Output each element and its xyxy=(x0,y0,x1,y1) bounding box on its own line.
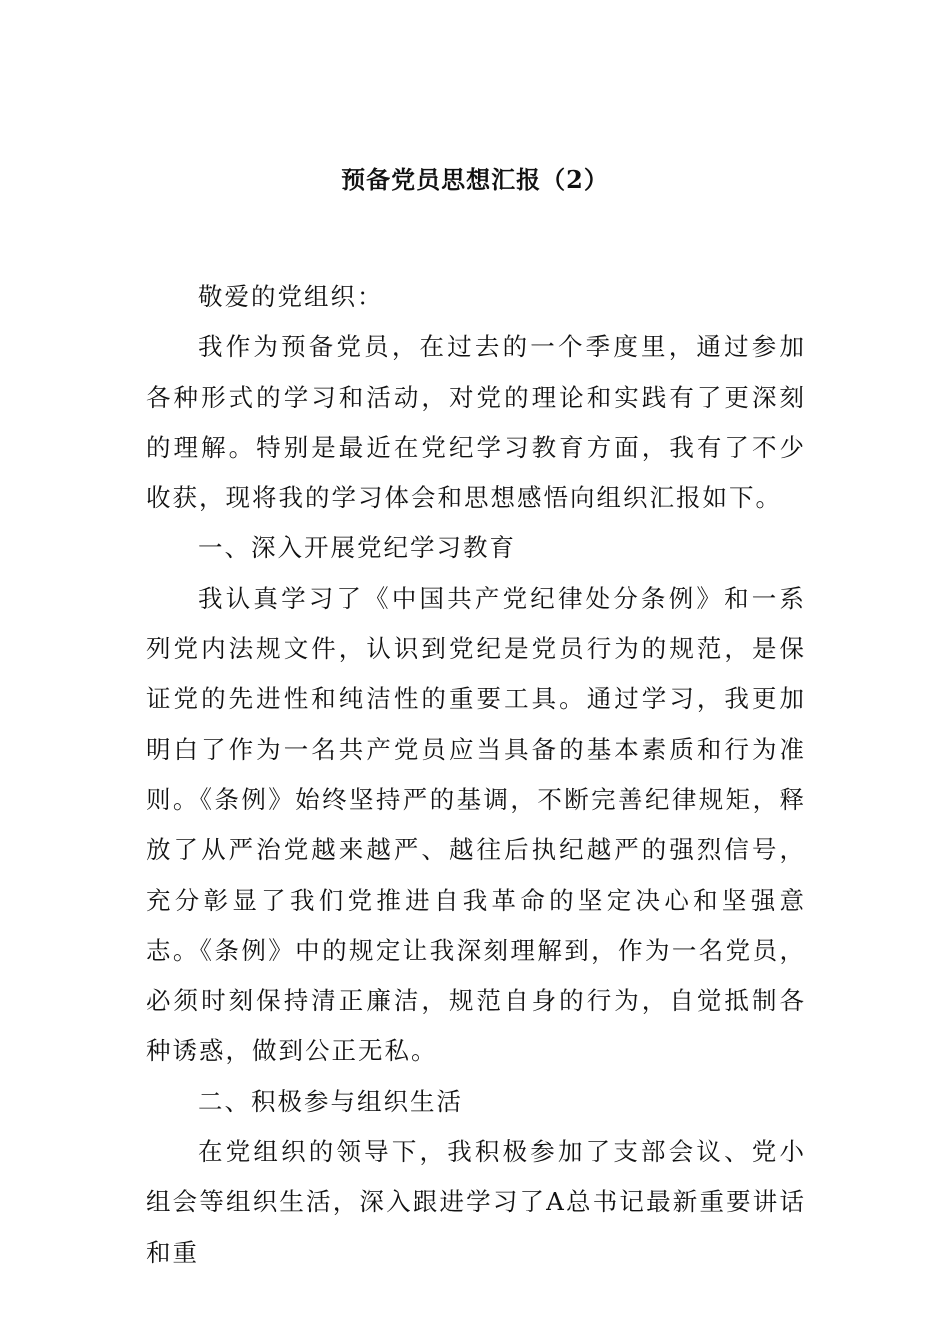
paragraph-section-2: 在党组织的领导下，我积极参加了支部会议、党小组会等组织生活，深入跟进学习了A总书记最新重要讲话和重 xyxy=(146,1137,806,1267)
document-body xyxy=(146,272,806,1278)
paragraph-intro: 我作为预备党员，在过去的一个季度里，通过参加各种形式的学习和活动，对党的理论和实践有了更深刻的理解。特别是最近在党纪学习教育方面，我有了不少收获，现将我的学习体会和思想感悟向组织汇报如下。 xyxy=(146,332,806,513)
salutation: 敬爱的党组织： xyxy=(198,282,384,311)
document-title: 预备党员思想汇报（2） xyxy=(341,165,609,194)
section-heading-1: 一、深入开展党纪学习教育 xyxy=(198,533,516,563)
section-heading-2: 二、积极参与组织生活 xyxy=(198,1086,463,1116)
paragraph-section-1: 我认真学习了《中国共产党纪律处分条例》和一系列党内法规文件，认识到党纪是党员行为的规范，是保证党的先进性和纯洁性的重要工具。通过学习，我更加明白了作为一名共产党员应当具备的基本素质和行为准则。《条例》始终坚持严的基调，不断完善纪律规矩，释放了从严治党越来越严、越往后执纪越严的强烈信号，充分彰显了我们党推进自我革命的坚定决心和坚强意志。《条例》中的规定让我深刻理解到，作为一名党员，必须时刻保持清正廉洁，规范自身的行为，自觉抵制各种诱惑，做到公正无私。 xyxy=(146,583,806,1066)
